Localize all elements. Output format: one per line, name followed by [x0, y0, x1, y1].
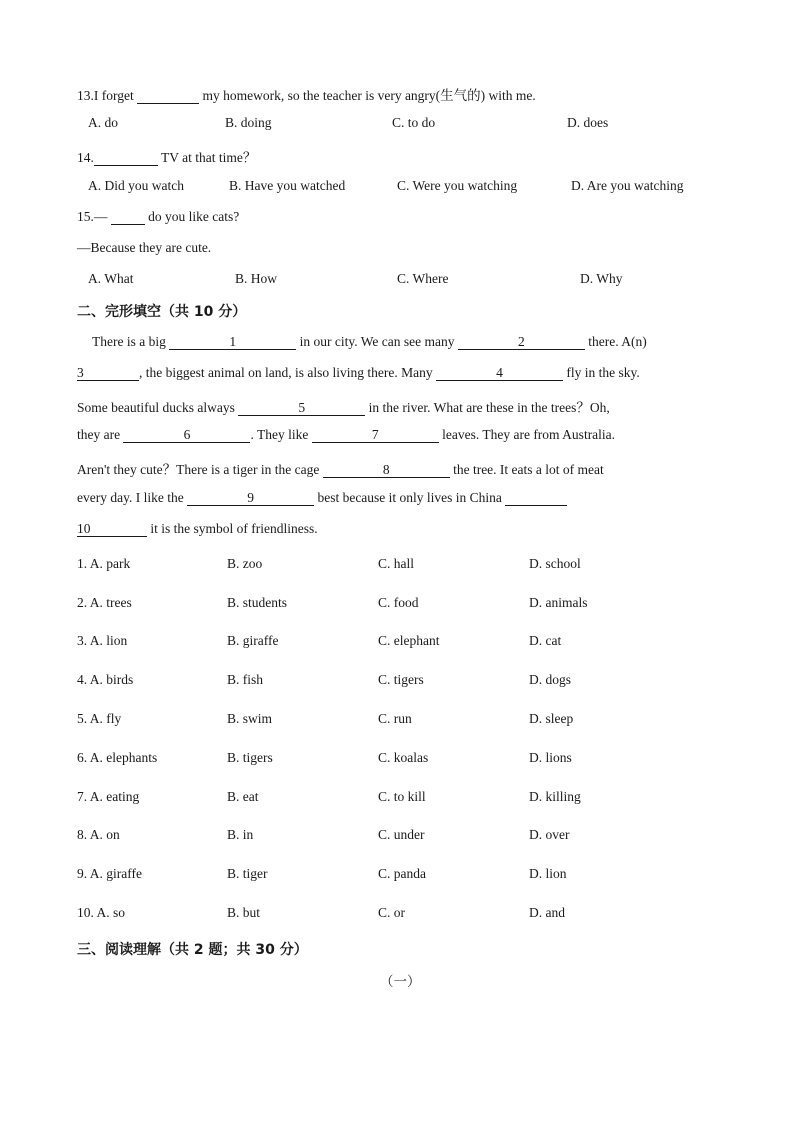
- option-d: D. dogs: [529, 672, 572, 687]
- question-15-stem: do you like cats?: [148, 209, 240, 224]
- option-c: C. under: [378, 827, 425, 842]
- question-14-stem: TV at that time？: [161, 150, 257, 165]
- option-a: 9. A. giraffe: [77, 866, 142, 881]
- option-d: D. killing: [529, 789, 581, 804]
- option-d: D. animals: [529, 595, 588, 610]
- option-a: 6. A. elephants: [77, 750, 158, 765]
- passage-text: There is a big: [92, 334, 166, 349]
- option-d: D. Why: [580, 271, 623, 286]
- answer-blank: [94, 151, 158, 166]
- passage-text: . They like: [250, 427, 309, 442]
- option-a: 1. A. park: [77, 556, 131, 571]
- question-14: [77, 146, 256, 166]
- question-13: [77, 84, 536, 104]
- passage-line-6: [77, 490, 567, 506]
- option-b: B. fish: [227, 672, 264, 687]
- blank-9: 9: [187, 491, 314, 506]
- option-b: B. but: [227, 905, 261, 920]
- option-a: 4. A. birds: [77, 672, 134, 687]
- option-c: C. to do: [392, 115, 436, 130]
- blank-4: 4: [436, 366, 563, 381]
- option-b: B. eat: [227, 789, 259, 804]
- passage-text: they are: [77, 427, 121, 442]
- passage-text: best because it only lives in China: [317, 490, 502, 505]
- option-c: C. or: [378, 905, 405, 920]
- question-13-stem-start: 13.I forget: [77, 88, 134, 103]
- option-c: C. run: [378, 711, 412, 726]
- answer-blank: [505, 491, 567, 506]
- blank-6: 6: [123, 428, 250, 443]
- passage-text: it is the symbol of friendliness.: [150, 521, 318, 536]
- reading-part-label: （一）: [380, 974, 421, 989]
- option-b: B. doing: [225, 115, 272, 130]
- question-15: [77, 209, 239, 225]
- option-a: 10. A. so: [77, 905, 126, 920]
- passage-text: leaves. They are from Australia.: [442, 427, 616, 442]
- option-a: 5. A. fly: [77, 711, 122, 726]
- option-d: D. over: [529, 827, 570, 842]
- passage-text: Aren't they cute？There is a tiger in the cage: [77, 462, 320, 477]
- option-c: C. panda: [378, 866, 426, 881]
- passage-line-3: [77, 396, 610, 416]
- option-c: C. elephant: [378, 633, 440, 648]
- option-c: C. to kill: [378, 789, 426, 804]
- option-a: A. What: [88, 271, 134, 286]
- option-d: D. lion: [529, 866, 567, 881]
- option-d: D. lions: [529, 750, 572, 765]
- question-13-stem-end: my homework, so the teacher is very angry(生气的) with me.: [202, 88, 536, 103]
- passage-text: there. A(n): [588, 334, 647, 349]
- passage-text: fly in the sky.: [566, 365, 640, 380]
- blank-2: 2: [458, 335, 585, 350]
- option-a: 2. A. trees: [77, 595, 132, 610]
- option-d: D. cat: [529, 633, 562, 648]
- option-d: D. sleep: [529, 711, 574, 726]
- option-b: B. students: [227, 595, 288, 610]
- option-b: B. swim: [227, 711, 273, 726]
- option-a: A. Did you watch: [88, 178, 184, 193]
- option-b: B. Have you watched: [229, 178, 346, 193]
- passage-text: Some beautiful ducks always: [77, 400, 235, 415]
- option-d: D. does: [567, 115, 609, 130]
- option-c: C. hall: [378, 556, 414, 571]
- option-b: B. in: [227, 827, 254, 842]
- question-15-number: 15.—: [77, 209, 108, 224]
- passage-text: the tree. It eats a lot of meat: [453, 462, 604, 477]
- blank-8: 8: [323, 463, 450, 478]
- section-heading-cloze: 二、完形填空（共 10 分）: [77, 304, 247, 320]
- passage-line-5: [77, 458, 604, 478]
- blank-5: 5: [238, 401, 365, 416]
- passage-line-7: [77, 521, 318, 537]
- option-c: C. tigers: [378, 672, 424, 687]
- option-d: D. school: [529, 556, 581, 571]
- option-b: B. giraffe: [227, 633, 279, 648]
- option-c: C. food: [378, 595, 419, 610]
- blank-7: 7: [312, 428, 439, 443]
- option-a: 3. A. lion: [77, 633, 128, 648]
- option-b: B. zoo: [227, 556, 263, 571]
- passage-text: in the river. What are these in the trees？Oh,: [368, 400, 610, 415]
- option-a: A. do: [88, 115, 118, 130]
- answer-blank: [137, 89, 199, 104]
- blank-10: 10: [77, 522, 147, 537]
- passage-text: , the biggest animal on land, is also living there. Many: [139, 365, 433, 380]
- option-b: B. tigers: [227, 750, 273, 765]
- option-c: C. Were you watching: [397, 178, 518, 193]
- option-b: B. How: [235, 271, 278, 286]
- blank-3: 3: [77, 366, 139, 381]
- option-a: 7. A. eating: [77, 789, 140, 804]
- option-d: D. Are you watching: [571, 178, 684, 193]
- passage-line-4: [77, 427, 615, 443]
- passage-line-2: [77, 365, 640, 381]
- passage-line-1: [92, 334, 647, 350]
- question-15-reply: —Because they are cute.: [77, 240, 212, 255]
- option-d: D. and: [529, 905, 565, 920]
- blank-1: 1: [169, 335, 296, 350]
- section-heading-reading: 三、阅读理解（共 2 题；共 30 分）: [77, 942, 308, 958]
- option-a: 8. A. on: [77, 827, 120, 842]
- passage-text: in our city. We can see many: [299, 334, 455, 349]
- option-c: C. koalas: [378, 750, 429, 765]
- answer-blank: [111, 210, 145, 225]
- option-b: B. tiger: [227, 866, 268, 881]
- option-c: C. Where: [397, 271, 449, 286]
- question-14-number: 14.: [77, 150, 94, 165]
- passage-text: every day. I like the: [77, 490, 184, 505]
